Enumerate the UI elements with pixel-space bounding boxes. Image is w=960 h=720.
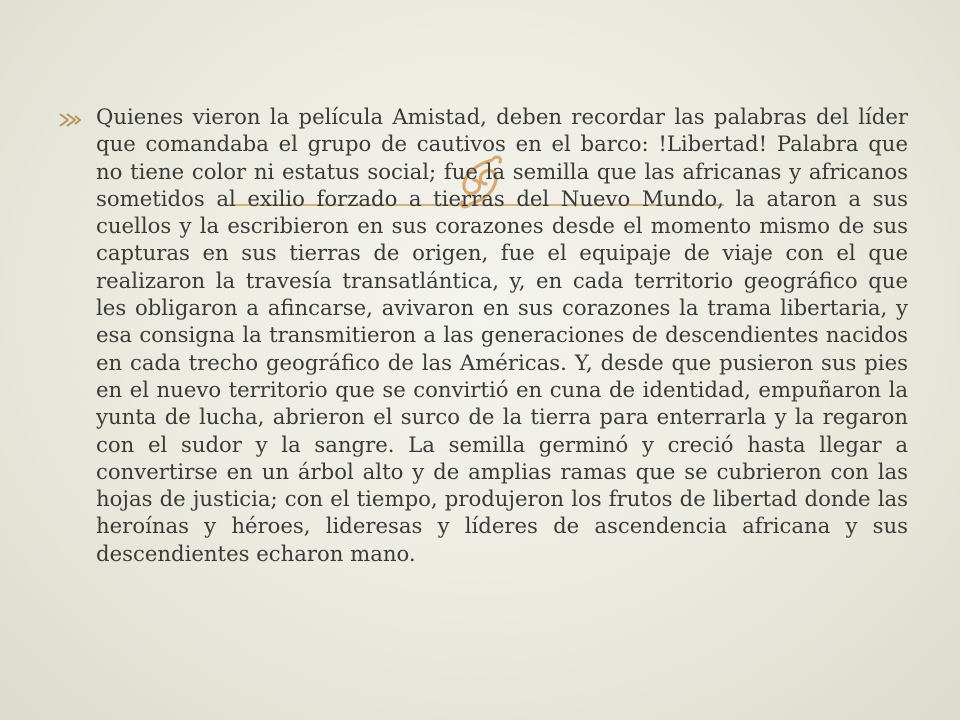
double-chevron-bullet-icon — [58, 111, 88, 129]
body-paragraph: Quienes vieron la película Amistad, deben recordar las palabras del líder que comandaba el grupo de cautivos en el barco: !Libertad! Palabra que no tiene color ni estatus social; fue la semilla que las africanas y africanos sometidos al exilio forzado a tierras del Nuevo Mundo, la ataron a sus cuellos y la escribieron en sus corazones desde el momento mismo de sus capturas en sus tierras de origen, fue el equipaje de viaje con el que realizaron la travesía transatlántica, y, en cada territorio geográfico que les obligaron a afincarse, avivaron en sus corazones la trama libertaria, y esa consigna la transmitieron a las generaciones de descendientes nacidos en cada trecho geográfico de las Américas. Y, desde que pusieron sus pies en el nuevo territorio que se convirtió en cuna de identidad, empuñaron la yunta de lucha, abrieron el surco de la tierra para enterrarla y la regaron con el sudor y la sangre. La semilla germinó y creció hasta llegar a convertirse en un árbol alto y de amplias ramas que se cubrieron con las hojas de justicia; con el tiempo, produjeron los frutos de libertad donde las heroínas y héroes, lideresas y líderes de ascendencia africana y sus descendientes echaron mano. — [96, 104, 908, 566]
